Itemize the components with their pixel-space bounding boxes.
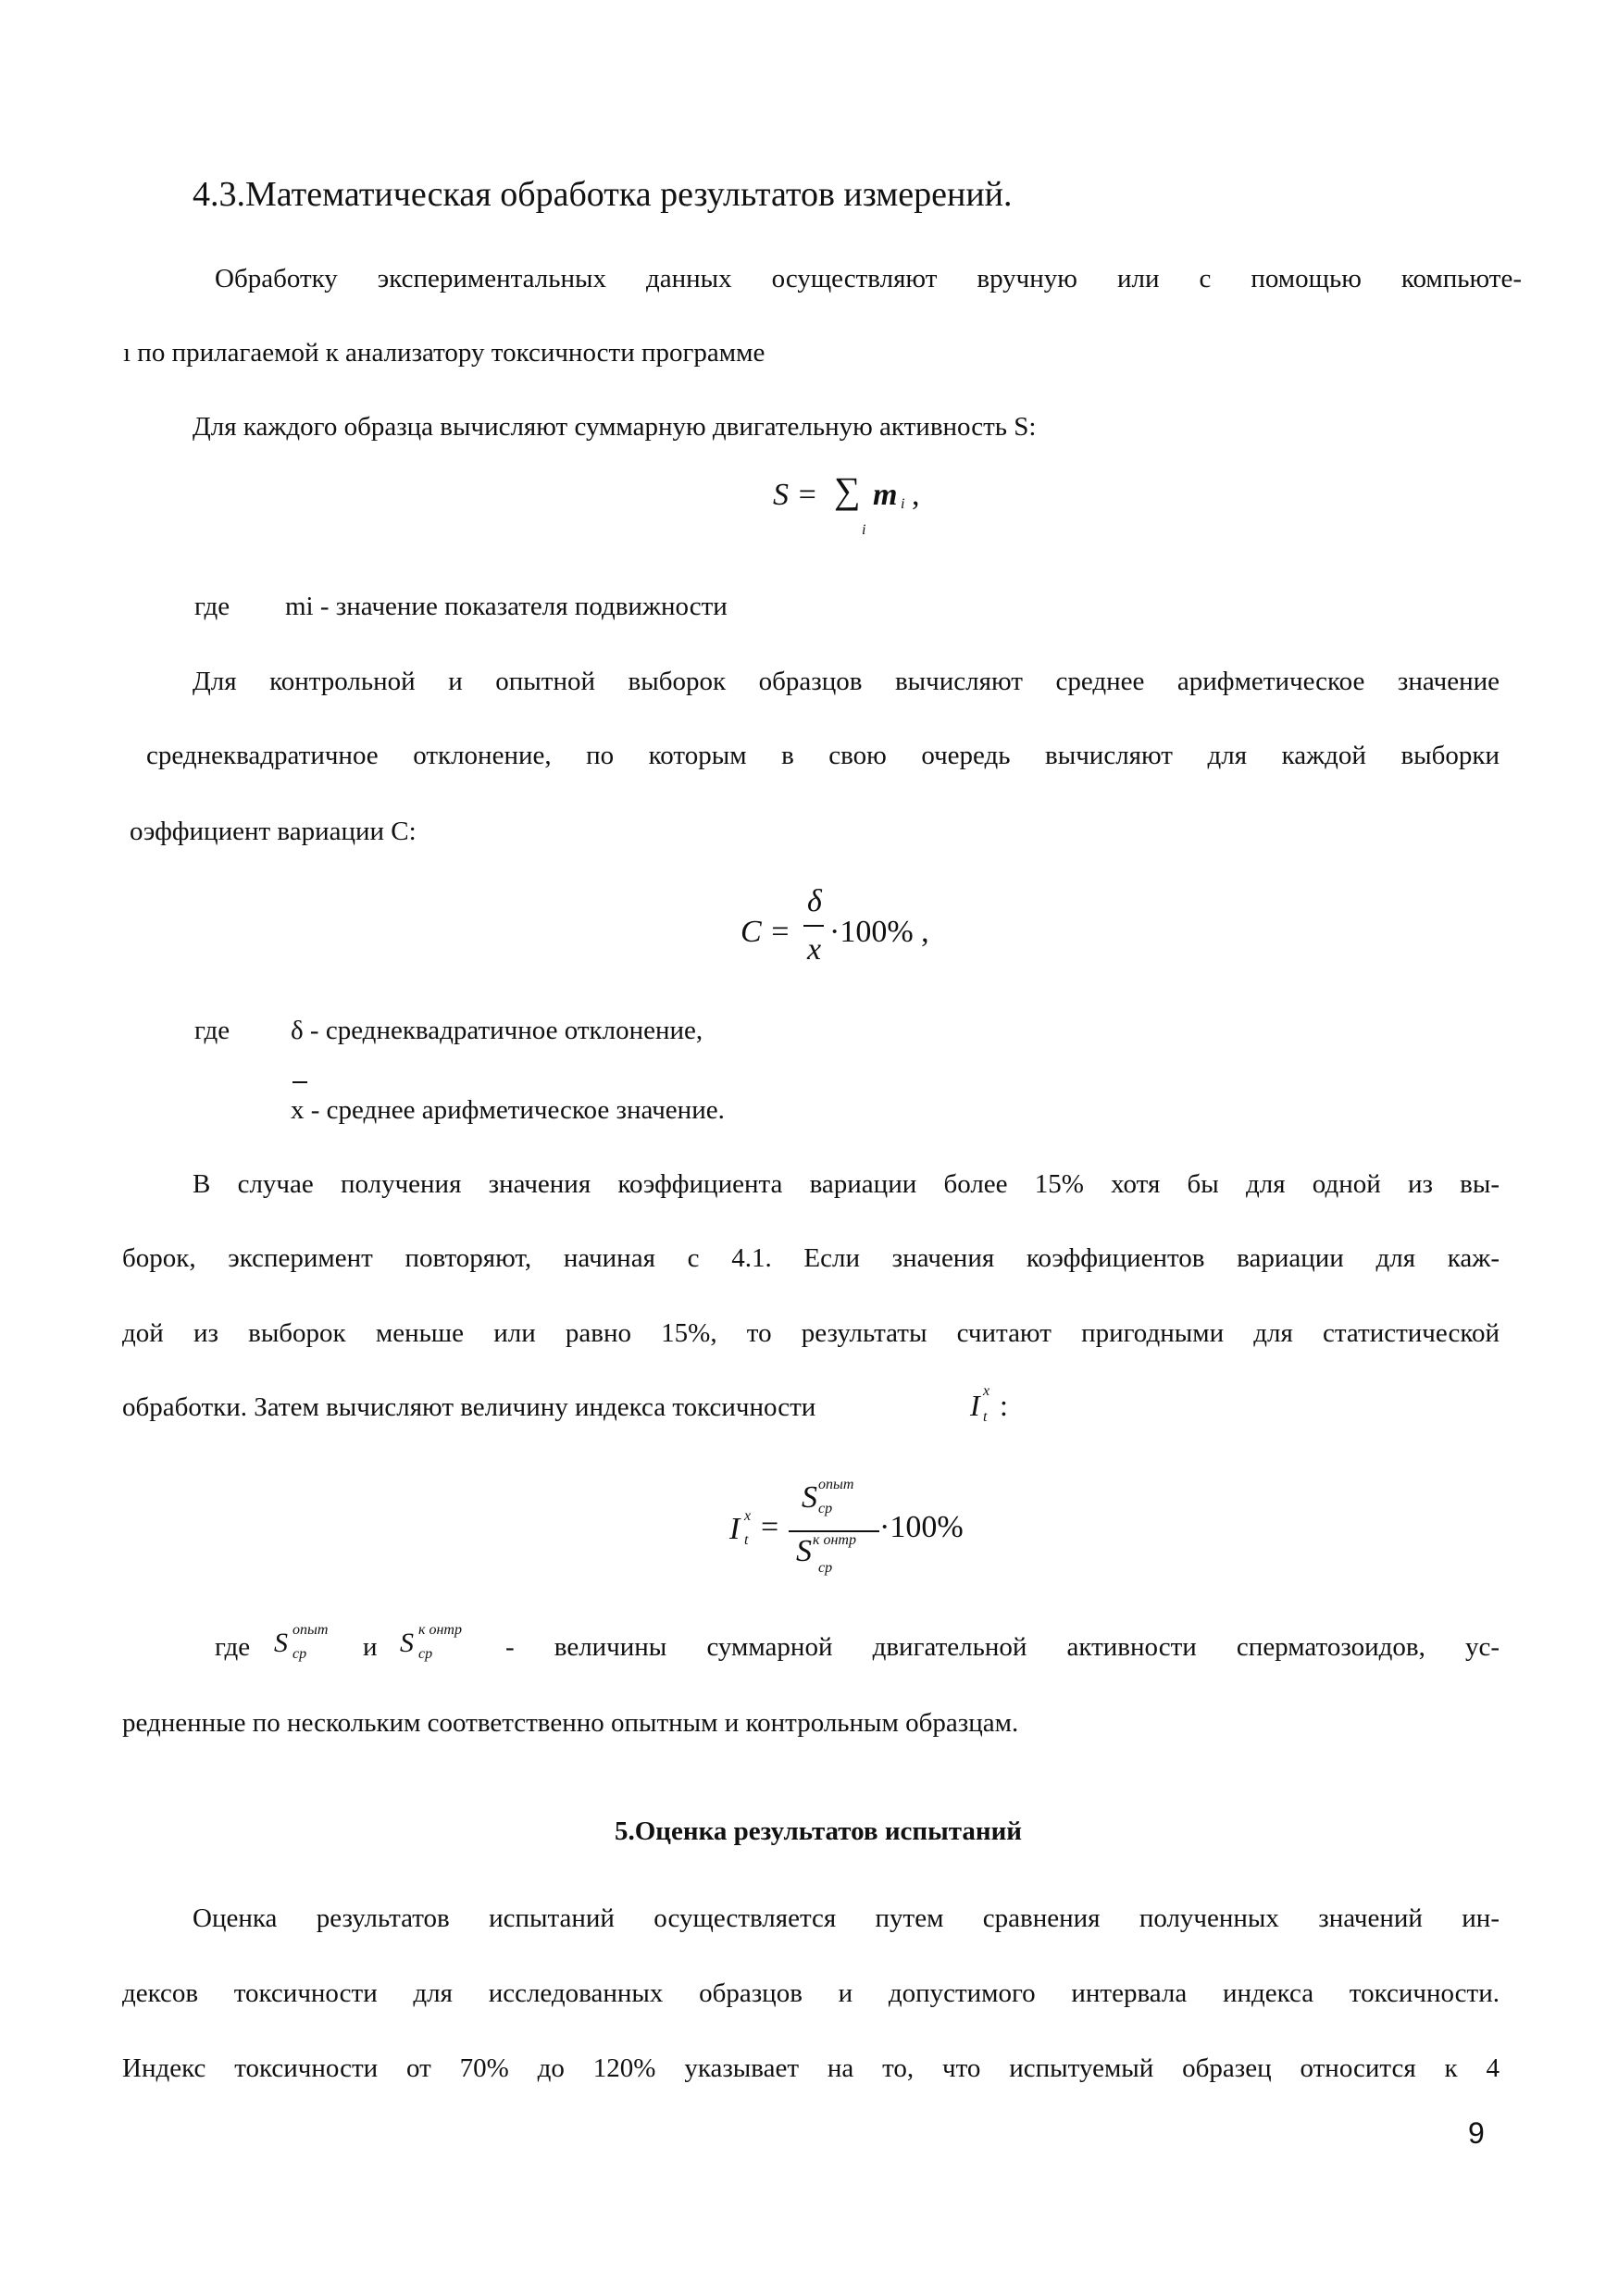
section-heading: 4.3.Математическая обработка результатов измерений. <box>193 175 1013 214</box>
page-number: 9 <box>1468 2116 1485 2150</box>
index-I: I <box>729 1512 741 1546</box>
symbol-S: S <box>274 1628 288 1658</box>
symbol-colon: : <box>1000 1389 1008 1422</box>
sum-index: i <box>862 522 866 538</box>
conjunction: и <box>363 1632 378 1662</box>
symbol-sup: к онтр <box>418 1622 462 1638</box>
toxicity-index-formula <box>722 1477 1000 1588</box>
paragraph-line: Обработку экспериментальных данных осуществляют вручную или с помощью компьюте- <box>215 264 1522 293</box>
formula-var: m <box>873 478 898 512</box>
denominator-sub: ср <box>818 1560 833 1576</box>
symbol-sub: ср <box>292 1646 307 1662</box>
where-label: где <box>215 1632 251 1662</box>
paragraph-line: оэффициент вариации С: <box>130 817 417 846</box>
symbol-s-control <box>400 1622 462 1662</box>
fraction-denominator: x <box>807 932 822 967</box>
numerator-S: S <box>802 1480 817 1515</box>
paragraph-line: дексов токсичности для исследованных образцов и допустимого интервала индекса токсичности. <box>122 1978 1500 2008</box>
definition-mi: mi - значение показателя подвижности <box>285 592 728 621</box>
sum-symbol: ∑ <box>834 469 861 511</box>
paragraph-line: Индекс токсичности от 70% до 120% указывает на то, что испытуемый образец относится к 4 <box>122 2053 1500 2083</box>
definition-delta: δ - среднеквадратичное отклонение, <box>291 1016 703 1045</box>
inline-index-symbol <box>970 1383 1008 1425</box>
denominator-sup: к онтр <box>813 1532 856 1548</box>
equals: = <box>761 1510 779 1544</box>
numerator-sub: ср <box>818 1501 833 1516</box>
index-sup: x <box>744 1508 752 1524</box>
formula-lhs: S = <box>773 478 818 512</box>
symbol-S: S <box>400 1628 414 1658</box>
paragraph-line: Для каждого образца вычисляют суммарную двигательную активность S: <box>193 412 1037 442</box>
paragraph-line: Для контрольной и опытной выборок образцов вычисляют среднее арифметическое значение <box>193 667 1500 696</box>
definition-xbar: x - среднее арифметическое значение. <box>291 1095 725 1125</box>
index-sub: t <box>744 1532 749 1548</box>
paragraph-line: В случае получения значения коэффициента вариации более 15% хотя бы для одной из вы- <box>193 1169 1500 1199</box>
fraction-bar <box>803 925 824 927</box>
paragraph-line: ı по прилагаемой к анализатору токсичности программе <box>123 338 765 368</box>
paragraph-line: борок, эксперимент повторяют, начиная с 4.1. Если значения коэффициентов вариации для каж- <box>122 1243 1500 1273</box>
numerator-sup: опыт <box>818 1477 854 1492</box>
paragraph-line: обработки. Затем вычисляют величину индекса токсичности <box>122 1392 816 1422</box>
symbol-sup: опыт <box>292 1622 329 1638</box>
symbol-sub: t <box>983 1409 988 1425</box>
denominator-S: S <box>796 1534 812 1568</box>
cv-formula <box>741 884 981 977</box>
paragraph-line: среднеквадратичное отклонение, по которым в свою очередь вычисляют для каждой выборки <box>146 741 1500 770</box>
where-label: где <box>194 1016 230 1045</box>
symbol-s-experimental <box>274 1622 329 1662</box>
paragraph-line: - величины суммарной двигательной активности сперматозоидов, ус- <box>505 1632 1500 1662</box>
paragraph-line: Оценка результатов испытаний осуществляется путем сравнения полученных значений ин- <box>193 1903 1500 1933</box>
formula-lhs: C = <box>741 915 791 949</box>
where-label: где <box>194 592 230 621</box>
formula-rhs: ·100% , <box>829 915 929 949</box>
paragraph-line: дой из выборок меньше или равно 15%, то результаты считают пригодными для статистической <box>122 1318 1500 1348</box>
symbol-I: I <box>970 1389 980 1422</box>
section-heading: 5.Оценка результатов испытаний <box>615 1816 1022 1846</box>
symbol-sup: x <box>983 1383 990 1399</box>
sum-formula <box>773 470 977 544</box>
formula-sub: i <box>901 496 905 512</box>
fraction-numerator: δ <box>807 884 822 918</box>
overbar <box>292 1081 307 1083</box>
symbol-sub: ср <box>418 1646 433 1662</box>
formula-tail: , <box>912 478 920 512</box>
paragraph-line: редненные по нескольким соответственно опытным и контрольным образцам. <box>122 1708 1019 1738</box>
formula-rhs: ·100% <box>879 1510 964 1544</box>
